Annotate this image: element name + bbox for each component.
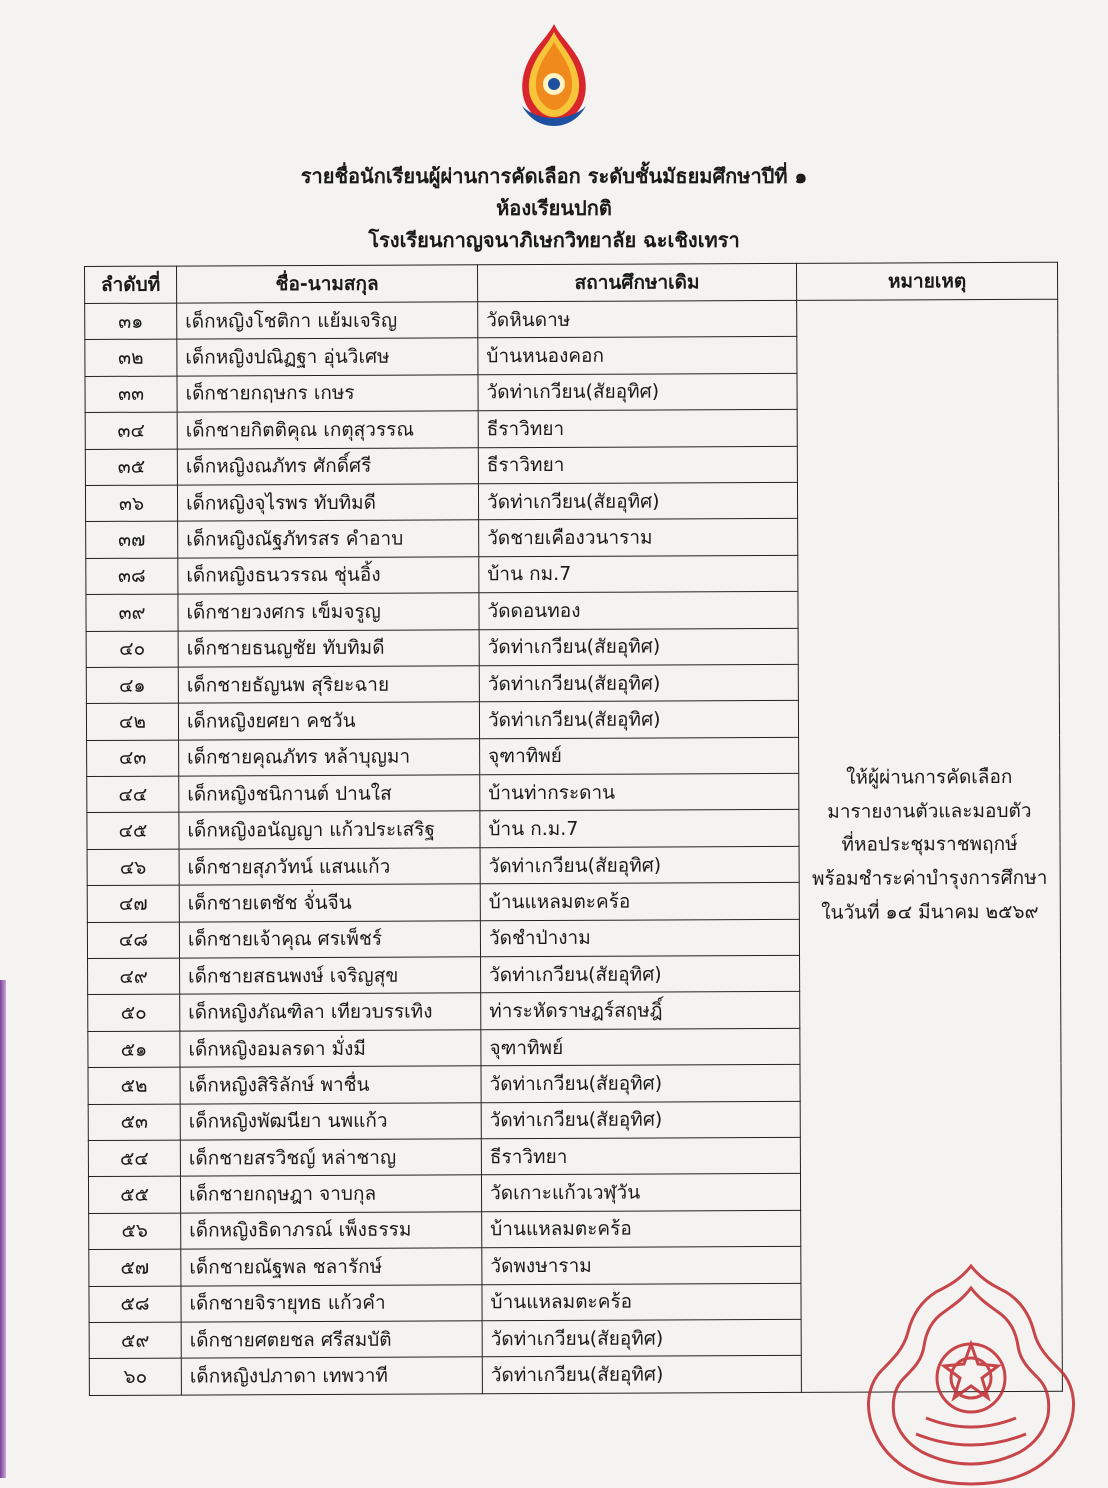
student-name: เด็กชายกิตติคุณ เกตุสุวรรณ: [177, 411, 478, 449]
row-number: ๔๑: [86, 667, 178, 704]
remark-line: ให้ผู้ผ่านการคัดเลือก: [846, 765, 1013, 789]
student-name: เด็กชายเจ้าคุณ ศรเพ็ชร์: [179, 920, 480, 958]
school-seal-stamp-icon: [856, 1258, 1086, 1488]
row-number: ๔๒: [86, 703, 178, 740]
previous-school: วัดท่าเกวียน(สัยอุทิศ): [478, 482, 797, 520]
previous-school: วัดท่าเกวียน(สัยอุทิศ): [481, 955, 800, 993]
document-title: รายชื่อนักเรียนผู้ผ่านการคัดเลือก ระดับชั้นมัธยมศึกษาปีที่ ๑: [300, 164, 808, 188]
previous-school: บ้านแหลมตะคร้อ: [482, 1210, 801, 1248]
column-header-remark: หมายเหตุ: [796, 262, 1057, 300]
student-name: เด็กชายณัฐพล ชลารักษ์: [181, 1248, 482, 1286]
previous-school: จุฑาทิพย์: [480, 737, 799, 775]
previous-school: วัดชายเคืองวนาราม: [479, 519, 798, 557]
student-name: เด็กชายกฤษฎา จาบกุล: [180, 1175, 481, 1213]
row-number: ๓๑: [85, 303, 177, 340]
remark-cell: [797, 299, 1063, 1392]
row-number: ๕๒: [88, 1067, 180, 1104]
row-number: ๔๘: [87, 922, 179, 959]
remark-line: มารายงานตัวและมอบตัว: [827, 799, 1032, 823]
row-number: ๓๖: [85, 485, 177, 522]
row-number: ๕๕: [88, 1176, 180, 1213]
previous-school: บ้านแหลมตะคร้อ: [482, 1283, 801, 1321]
row-number: ๕๑: [88, 1031, 180, 1068]
page-edge-shadow: [0, 980, 6, 1478]
row-number: ๕๔: [88, 1140, 180, 1177]
row-number: ๕๙: [89, 1322, 181, 1359]
previous-school: วัดท่าเกวียน(สัยอุทิศ): [480, 846, 799, 884]
row-number: ๓๒: [85, 339, 177, 376]
student-name: เด็กชายคุณภัทร หล้าบุญมา: [179, 738, 480, 776]
student-name: เด็กหญิงปภาดา เทพวาที: [181, 1357, 482, 1395]
row-number: ๕๐: [88, 995, 180, 1032]
row-number: ๕๖: [89, 1213, 181, 1250]
previous-school: วัดชำป่างาม: [480, 919, 799, 957]
table-body: [85, 299, 1063, 1395]
row-number: ๔๔: [87, 776, 179, 813]
previous-school: วัดท่าเกวียน(สัยอุทิศ): [479, 664, 798, 702]
row-number: ๕๘: [89, 1286, 181, 1323]
row-number: ๖๐: [89, 1358, 181, 1395]
previous-school: วัดท่าเกวียน(สัยอุทิศ): [478, 373, 797, 411]
remark-line: พร้อมชำระค่าบำรุงการศึกษา: [811, 867, 1048, 891]
previous-school: วัดท่าเกวียน(สัยอุทิศ): [479, 628, 798, 666]
previous-school: บ้านหนองคอก: [478, 337, 797, 375]
student-name: เด็กชายศตยชล ศรีสมบัติ: [181, 1321, 482, 1359]
previous-school: ธีราวิทยา: [478, 446, 797, 484]
student-name: เด็กหญิงธิดาภรณ์ เพ็งธรรม: [181, 1212, 482, 1250]
school-name-title: โรงเรียนกาญจนาภิเษกวิทยาลัย ฉะเชิงเทรา: [368, 228, 740, 252]
student-name: เด็กหญิงณภัทร ศักดิ์ศรี: [177, 447, 478, 485]
student-roster-table: [84, 262, 1063, 1396]
previous-school: ธีราวิทยา: [481, 1137, 800, 1175]
student-name: เด็กหญิงพัฒนียา นพแก้ว: [180, 1102, 481, 1140]
student-name: เด็กชายจิรายุทธ แก้วคำ: [181, 1284, 482, 1322]
student-name: เด็กชายสุภวัทน์ แสนแก้ว: [179, 848, 480, 886]
column-header-number: ลำดับที่: [85, 266, 177, 303]
row-number: ๓๘: [86, 558, 178, 595]
student-name: เด็กชายวงศกร เข็มจรูญ: [178, 593, 479, 631]
row-number: ๕๗: [89, 1249, 181, 1286]
previous-school: วัดเกาะแก้วเวฬุวัน: [481, 1174, 800, 1212]
previous-school: วัดท่าเกวียน(สัยอุทิศ): [481, 1101, 800, 1139]
student-name: เด็กหญิงสิริลักษ์ พาชื่น: [180, 1066, 481, 1104]
column-header-name: ชื่อ-นามสกุล: [177, 265, 478, 303]
student-name: เด็กหญิงโชติกา แย้มเจริญ: [177, 302, 478, 340]
row-number: ๓๕: [85, 449, 177, 486]
table-row: [85, 299, 1058, 340]
row-number: ๓๙: [86, 594, 178, 631]
student-name: เด็กชายกฤษกร เกษร: [177, 375, 478, 413]
student-name: เด็กชายธนญชัย ทับทิมดี: [178, 629, 479, 667]
student-name: เด็กหญิงณัฐภัทรสร คำอาบ: [178, 520, 479, 558]
previous-school: วัดดอนทอง: [479, 592, 798, 630]
previous-school: วัดท่าเกวียน(สัยอุทิศ): [482, 1319, 801, 1357]
student-name: เด็กหญิงภัณฑิลา เทียวบรรเทิง: [180, 993, 481, 1031]
previous-school: ท่าระหัดราษฎร์สฤษฎิ์: [481, 992, 800, 1030]
previous-school: วัดท่าเกวียน(สัยอุทิศ): [481, 1065, 800, 1103]
remark-line: ในวันที่ ๑๔ มีนาคม ๒๕๖๙: [821, 900, 1039, 924]
previous-school: จุฑาทิพย์: [481, 1028, 800, 1066]
row-number: ๓๓: [85, 376, 177, 413]
row-number: ๔๕: [87, 813, 179, 850]
student-name: เด็กชายธัญนพ สุริยะฉาย: [178, 666, 479, 704]
student-name: เด็กหญิงยศยา คชวัน: [178, 702, 479, 740]
student-name: เด็กหญิงจุไรพร ทับทิมดี: [177, 484, 478, 522]
row-number: ๔๗: [87, 885, 179, 922]
student-name: เด็กหญิงชนิกานต์ ปานใส: [179, 775, 480, 813]
table-header-row: [85, 262, 1058, 303]
row-number: ๔๖: [87, 849, 179, 886]
student-name: เด็กหญิงธนวรรณ ชุ่นอิ้ง: [178, 557, 479, 595]
column-header-school: สถานศึกษาเดิม: [477, 263, 796, 301]
previous-school: วัดท่าเกวียน(สัยอุทิศ): [479, 701, 798, 739]
student-name: เด็กชายสรวิชญ์ หล่าชาญ: [180, 1139, 481, 1177]
student-name: เด็กชายเตชัช จั่นจีน: [179, 884, 480, 922]
previous-school: วัดท่าเกวียน(สัยอุทิศ): [482, 1356, 801, 1394]
class-type-title: ห้องเรียนปกติ: [496, 196, 612, 220]
row-number: ๔๓: [87, 740, 179, 777]
previous-school: วัดหินดาษ: [478, 300, 797, 338]
student-name: เด็กหญิงปณิฏฐา อุ่นวิเศษ: [177, 338, 478, 376]
student-name: เด็กชายสธนพงษ์ เจริญสุข: [180, 957, 481, 995]
student-name: เด็กหญิงอนัญญา แก้วประเสริฐ: [179, 811, 480, 849]
previous-school: บ้านแหลมตะคร้อ: [480, 883, 799, 921]
row-number: ๕๓: [88, 1104, 180, 1141]
row-number: ๔๐: [86, 631, 178, 668]
previous-school: บ้าน กม.7: [479, 555, 798, 593]
row-number: ๓๗: [86, 521, 178, 558]
school-logo-icon: [516, 22, 592, 126]
previous-school: บ้านท่ากระดาน: [480, 773, 799, 811]
previous-school: ธีราวิทยา: [478, 410, 797, 448]
previous-school: วัดพงษาราม: [482, 1247, 801, 1285]
row-number: ๓๔: [85, 412, 177, 449]
student-name: เด็กหญิงอมลรดา มั่งมี: [180, 1030, 481, 1068]
row-number: ๔๙: [88, 958, 180, 995]
previous-school: บ้าน ก.ม.7: [480, 810, 799, 848]
remark-line: ที่หอประชุมราชพฤกษ์: [841, 833, 1018, 857]
